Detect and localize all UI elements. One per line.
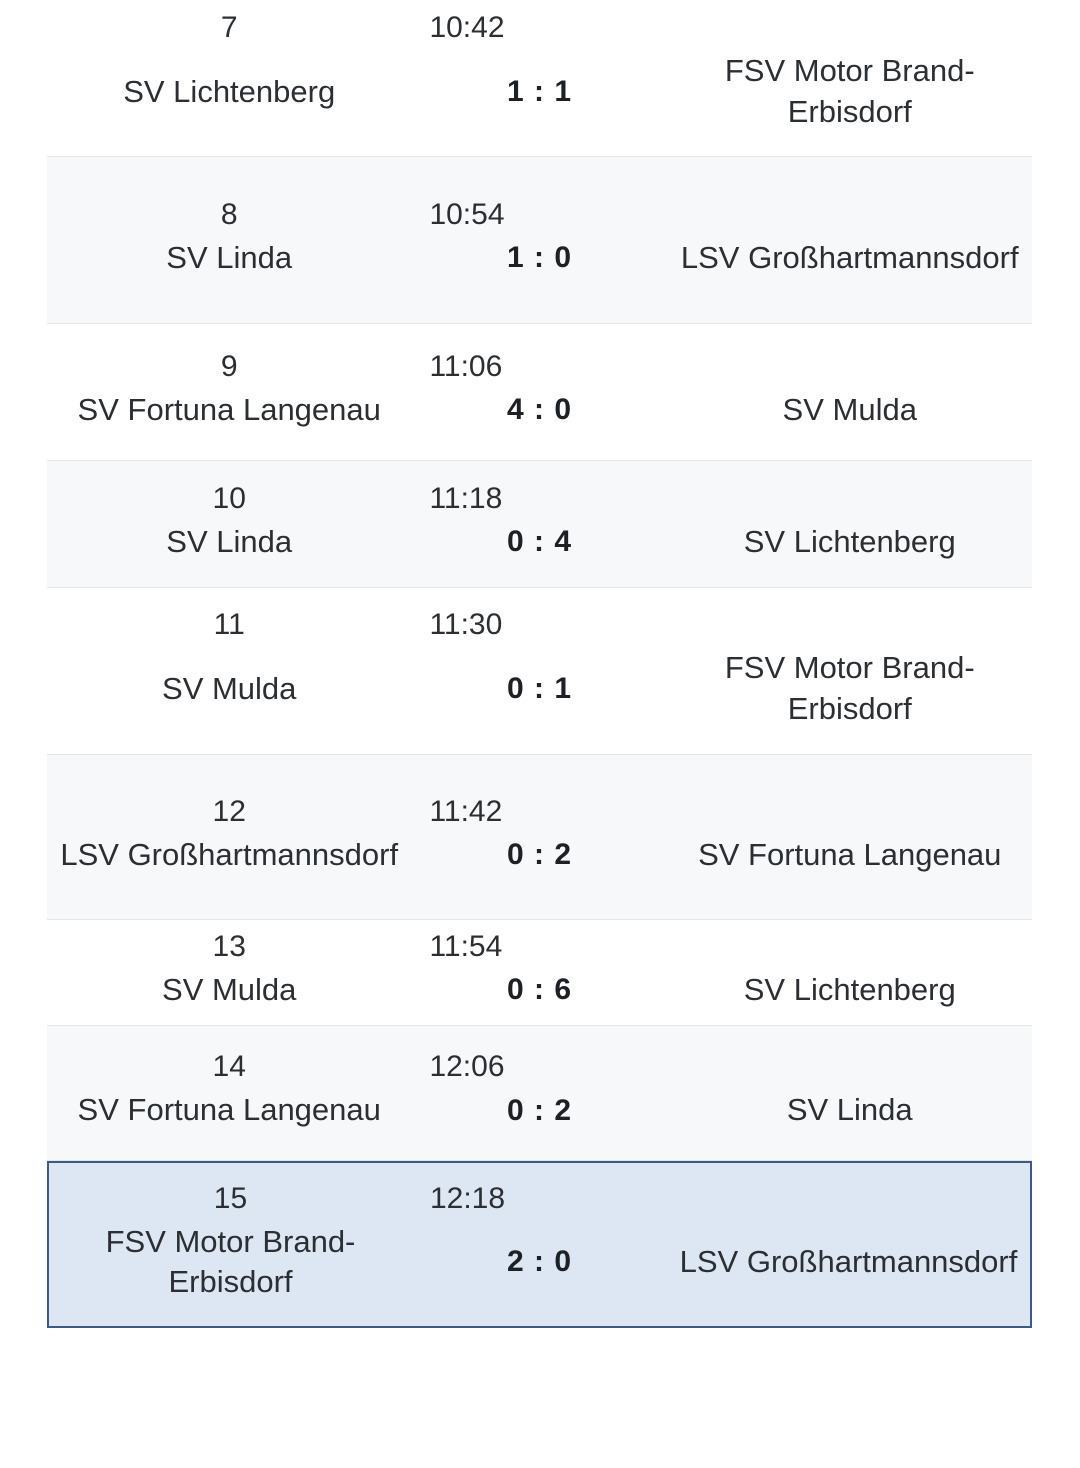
match-number: 9: [220, 349, 238, 383]
row-spacer: [668, 482, 1032, 516]
row-spacer: [668, 608, 1032, 642]
table-row[interactable]: [47, 1161, 1032, 1328]
match-time: 11:06: [429, 349, 503, 383]
match-number: 12: [212, 794, 246, 828]
match-score: 0 : 4: [506, 525, 572, 558]
table-row[interactable]: [47, 755, 1032, 920]
match-number: 13: [212, 930, 246, 963]
match-number: 15: [213, 1181, 248, 1215]
home-team: LSV Großhartmannsdorf: [60, 836, 399, 872]
away-team: LSV Großhartmannsdorf: [679, 1243, 1018, 1279]
table-row[interactable]: [47, 588, 1032, 755]
away-team: SV Mulda: [782, 391, 917, 427]
row-spacer: [668, 350, 1032, 384]
match-score: 0 : 6: [506, 973, 572, 1007]
match-score: 2 : 0: [506, 1245, 572, 1279]
row-spacer: [668, 795, 1032, 829]
match-time: 11:30: [429, 608, 503, 642]
row-spacer: [668, 198, 1032, 232]
away-team: FSV Motor Brand-Erbisdorf: [724, 650, 975, 726]
match-number: 7: [220, 11, 238, 45]
away-team: SV Lichtenberg: [743, 972, 956, 1007]
row-spacer: [667, 1182, 1030, 1216]
away-team: SV Linda: [786, 1092, 913, 1128]
match-number: 14: [212, 1050, 246, 1084]
table-row[interactable]: [47, 461, 1032, 588]
match-score: 1 : 0: [506, 241, 572, 274]
match-time: 12:18: [429, 1181, 506, 1215]
match-number: 8: [220, 197, 238, 231]
match-time: 12:06: [429, 1050, 505, 1084]
table-row[interactable]: [47, 920, 1032, 1026]
home-team: SV Lichtenberg: [123, 73, 336, 109]
home-team: SV Linda: [166, 239, 293, 275]
home-team: SV Fortuna Langenau: [77, 391, 381, 427]
table-row[interactable]: [47, 324, 1032, 461]
match-score: 0 : 2: [506, 1093, 572, 1127]
home-team: SV Mulda: [162, 670, 297, 706]
match-time: 10:42: [429, 11, 505, 45]
row-spacer: [668, 930, 1032, 964]
away-team: LSV Großhartmannsdorf: [680, 239, 1019, 275]
home-team: SV Linda: [166, 523, 293, 559]
schedule-table: [47, 0, 1032, 1328]
match-score: 0 : 2: [506, 838, 572, 871]
table-row[interactable]: [47, 1026, 1032, 1161]
match-score: 1 : 1: [506, 75, 572, 108]
away-team: SV Lichtenberg: [743, 523, 956, 559]
table-row[interactable]: [47, 0, 1032, 157]
match-score: 0 : 1: [506, 672, 572, 705]
match-time: 10:54: [429, 197, 505, 231]
match-time: 11:54: [429, 930, 503, 963]
home-team: SV Mulda: [162, 972, 297, 1007]
home-team: SV Fortuna Langenau: [77, 1092, 381, 1128]
away-team: SV Fortuna Langenau: [698, 836, 1002, 872]
row-spacer: [668, 1050, 1032, 1084]
match-number: 10: [212, 481, 246, 515]
table-row[interactable]: [47, 157, 1032, 324]
match-time: 11:18: [429, 481, 503, 515]
row-spacer: [668, 11, 1032, 45]
match-number: 11: [213, 608, 245, 642]
match-time: 11:42: [429, 794, 503, 828]
home-team: FSV Motor Brand-Erbisdorf: [105, 1223, 356, 1300]
away-team: FSV Motor Brand-Erbisdorf: [724, 53, 975, 129]
match-score: 4 : 0: [506, 393, 572, 426]
